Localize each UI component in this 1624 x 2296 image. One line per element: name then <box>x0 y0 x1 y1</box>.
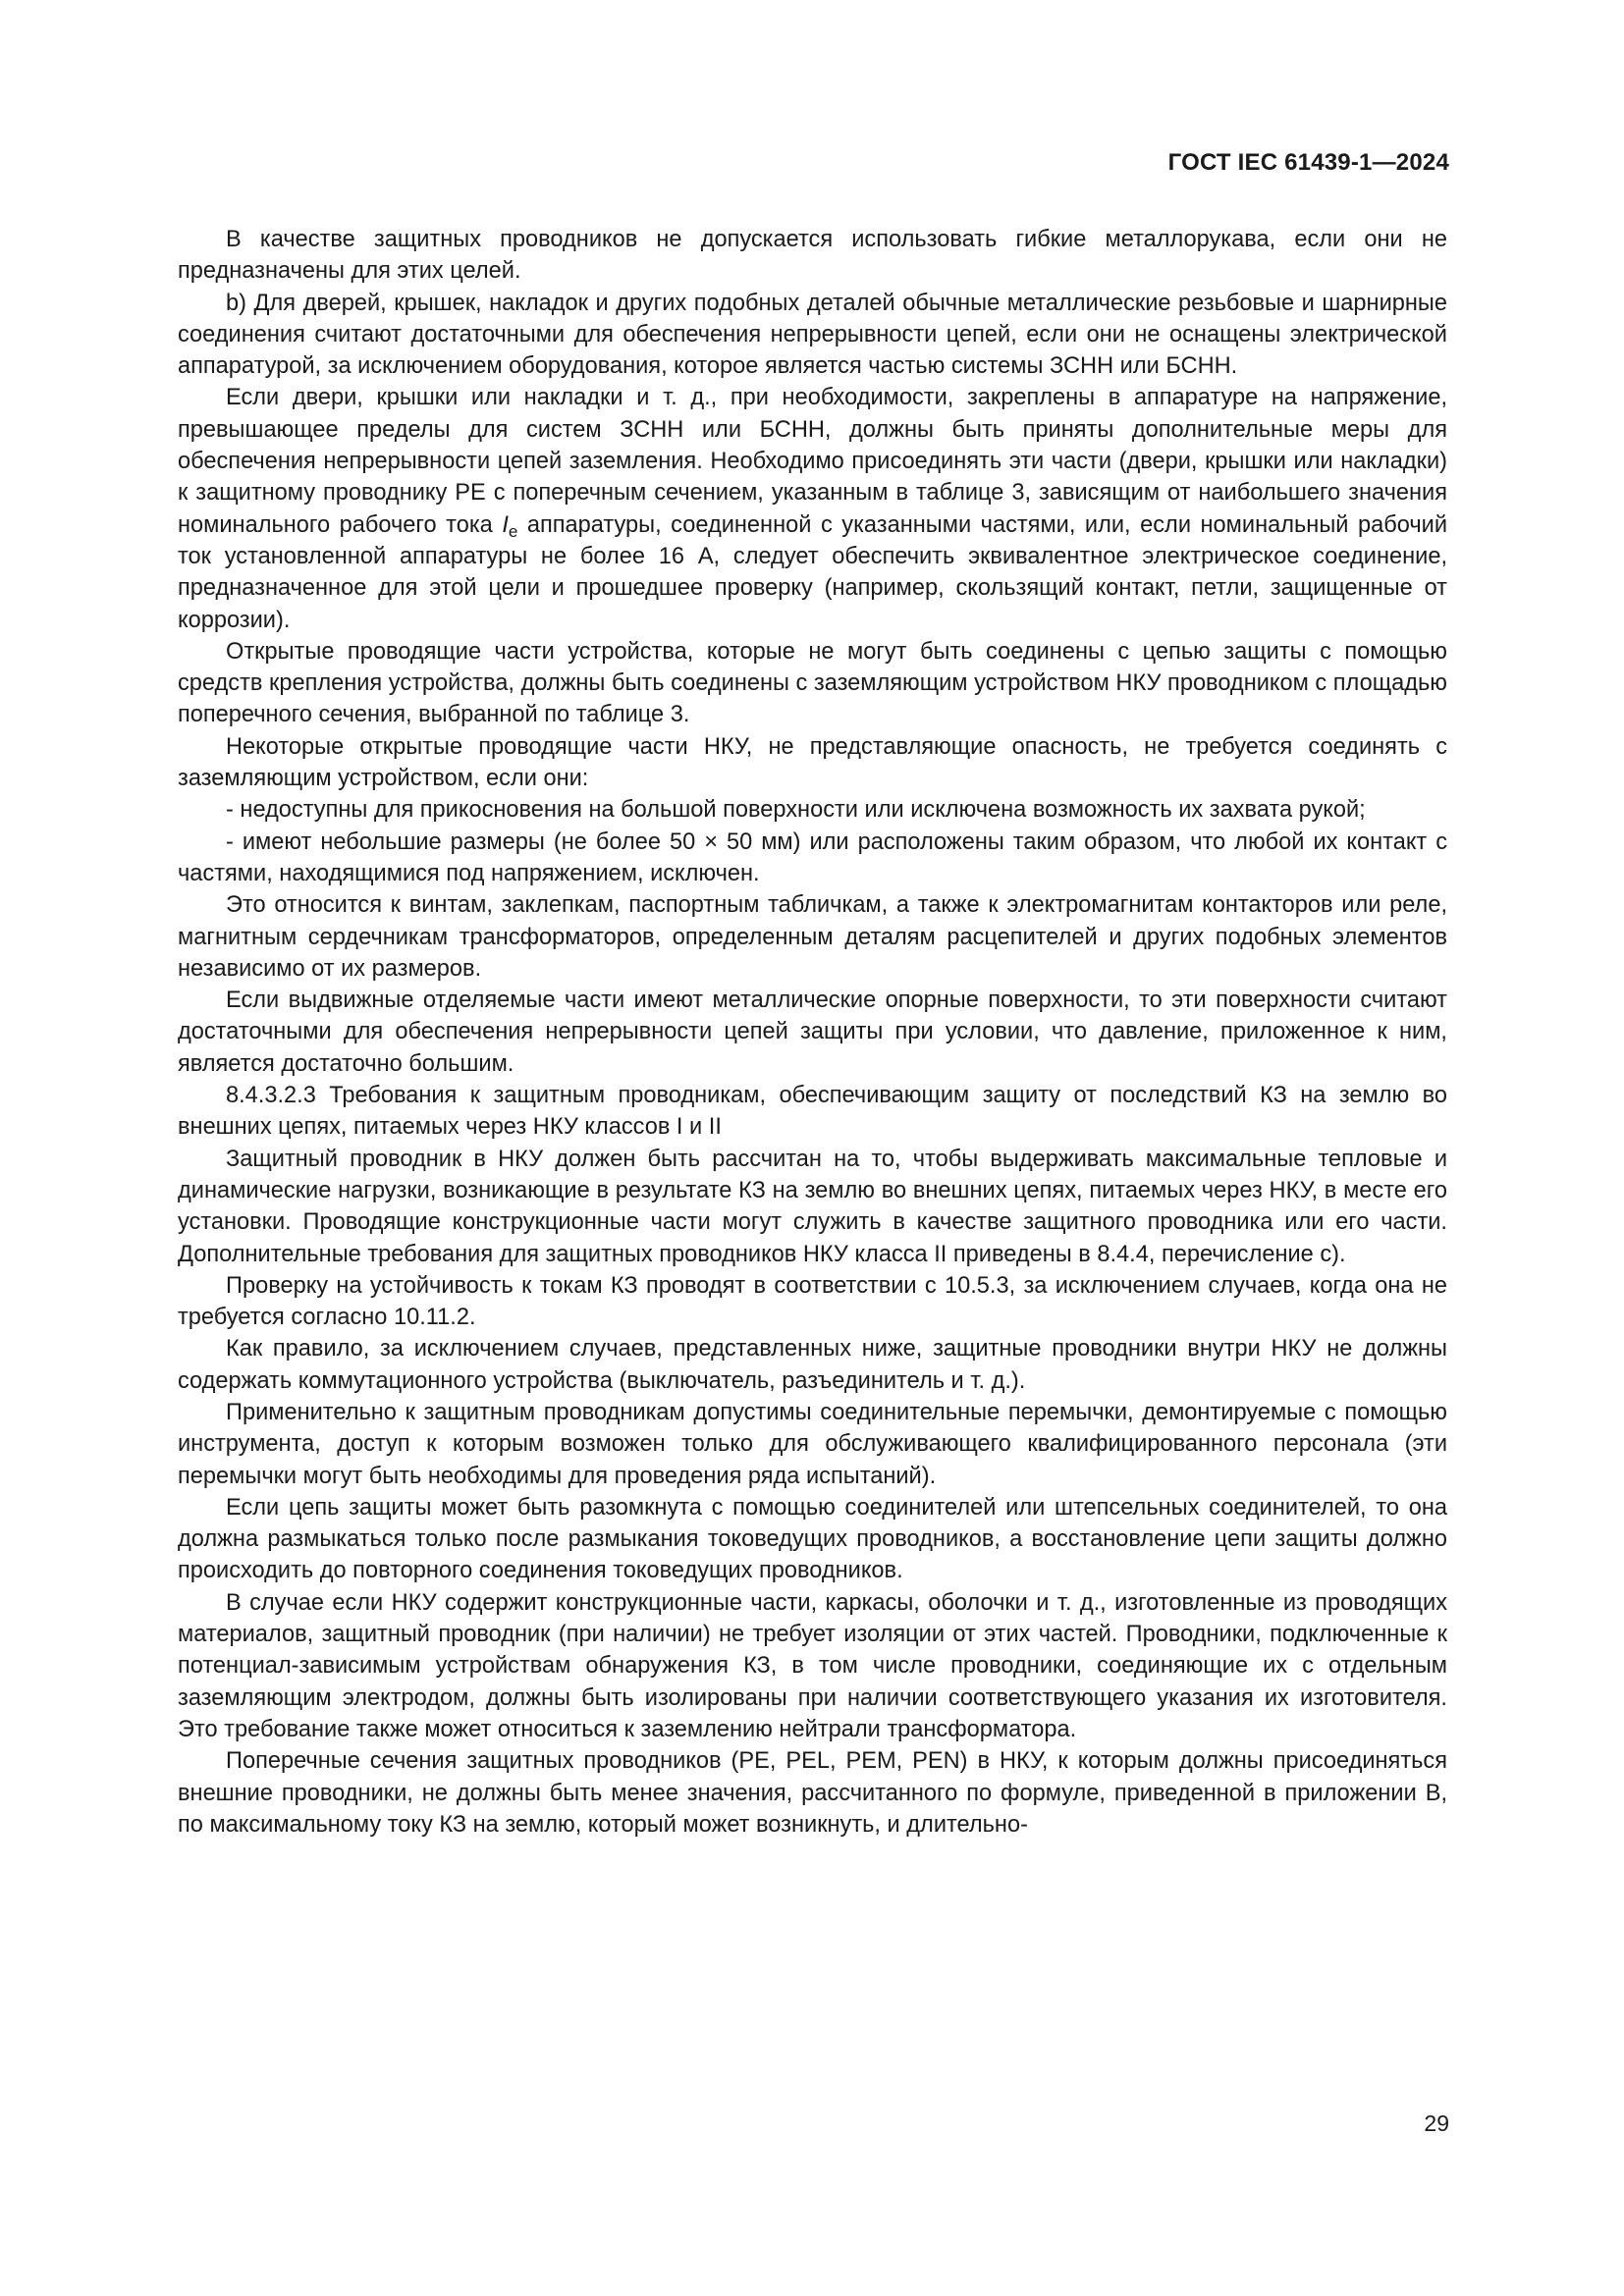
paragraph-structural-parts: В случае если НКУ содержит конструкционные части, каркасы, оболочки и т. д., изготовленные из проводящих материалов, защитный проводник (при наличии) не требует изоляции от этих частей. Проводники, подключенные к потенциал-зависимым устройствам обнаружения КЗ, в том числе проводники, соединяющие их с отдельным заземляющим электродом, должны быть изолированы при наличии соответствующего указания их изготовителя. Это требование также может относиться к заземлению нейтрали трансформатора. <box>178 1589 1447 1742</box>
paragraph-doors-voltage-text-1: Если двери, крышки или накладки и т. д., при необходимости, закреплены в аппаратуре на напряжение, превышающее пределы для систем ЗСНН или БСНН, должны быть приняты дополнительные меры для обеспечения непрерывности цепей заземления. Необходимо присоединять эти части (двери, крышки или накладки) к защитному проводнику PE с поперечным сечением, указанным в таблице 3, зависящим от наибольшего значения номинального рабочего тока <box>178 385 1447 538</box>
page-number: 29 <box>1424 2110 1449 2136</box>
list-item-inaccessible: - недоступны для прикосновения на большой поверхности или исключена возможность их захвата рукой; <box>226 797 1366 824</box>
list-item-small-size: - имеют небольшие размеры (не более 50 × 50 мм) или расположены таким образом, что любой их контакт с частями, находящимися под напряжением, исключен. <box>178 828 1447 886</box>
document-body <box>178 224 1447 1841</box>
paragraph-doors-voltage <box>178 382 1447 635</box>
paragraph-screws-rivets: Это относится к винтам, заклепкам, паспортным табличкам, а также к электромагнитам контакторов или реле, магнитным сердечникам трансформаторов, определенным деталям расцепителей и других подобных элементов независимо от их размеров. <box>178 892 1447 982</box>
paragraph-exposed-parts: Открытые проводящие части устройства, которые не могут быть соединены с цепью защиты с помощью средств крепления устройства, должны быть соединены с заземляющим устройством НКУ проводником с площадью поперечного сечения, выбранной по таблице 3. <box>178 638 1447 728</box>
paragraph-circuit-opening: Если цепь защиты может быть разомкнута с помощью соединителей или штепсельных соединителей, то она должна размыкаться только после размыкания токоведущих проводников, а восстановление цепи защиты должно происходить до повторного соединения токоведущих проводников. <box>178 1494 1447 1584</box>
paragraph-withdrawable-parts: Если выдвижные отделяемые части имеют металлические опорные поверхности, то эти поверхности считают достаточными для обеспечения непрерывности цепей защиты при условии, что давление, приложенное к ним, является достаточно большим. <box>178 988 1447 1077</box>
paragraph-non-hazardous-parts: Некоторые открытые проводящие части НКУ, не представляющие опасность, не требуется соединять с заземляющим устройством, если они: <box>178 733 1447 792</box>
document-code-header: ГОСТ IEC 61439-1—2024 <box>1167 149 1449 176</box>
paragraph-flexible-conduits: В качестве защитных проводников не допускается использовать гибкие металлорукава, если они не предназначены для этих целей. <box>178 227 1447 285</box>
paragraph-no-switching-device: Как правило, за исключением случаев, представленных ниже, защитные проводники внутри НКУ не должны содержать коммутационного устройства (выключатель, разъединитель и т. д.). <box>178 1336 1447 1394</box>
paragraph-protective-conductor-rating: Защитный проводник в НКУ должен быть рассчитан на то, чтобы выдерживать максимальные тепловые и динамические нагрузки, возникающие в результате КЗ на землю во внешних цепях, питаемых через НКУ, в месте его установки. Проводящие конструкционные части могут служить в качестве защитного проводника или его части. Дополнительные требования для защитных проводников НКУ класса II приведены в 8.4.4, перечисление с). <box>178 1146 1447 1267</box>
paragraph-short-circuit-check: Проверку на устойчивость к токам КЗ проводят в соответствии с 10.5.3, за исключением случаев, когда она не требуется согласно 10.11.2. <box>178 1272 1447 1331</box>
current-symbol: I <box>502 511 509 538</box>
paragraph-doors-voltage-text-2: аппаратуры, соединенной с указанными частями, или, если номинальный рабочий ток установленной аппаратуры не более 16 А, следует обеспечить эквивалентное электрическое соединение, предназначенное для этой цели и прошедшее проверку (например, скользящий контакт, петли, защищенные от коррозии). <box>178 511 1447 633</box>
section-heading-8-4-3-2-3: 8.4.3.2.3 Требования к защитным проводникам, обеспечивающим защиту от последствий КЗ на землю во внешних цепях, питаемых через НКУ классов I и II <box>178 1083 1447 1141</box>
paragraph-item-b-doors: b) Для дверей, крышек, накладок и других подобных деталей обычные металлические резьбовые и шарнирные соединения считают достаточными для обеспечения непрерывности цепей, если они не оснащены электрической аппаратурой, за исключением оборудования, которое является частью системы ЗСНН или БСНН. <box>178 290 1447 380</box>
current-subscript: e <box>508 521 518 541</box>
paragraph-cross-sections: Поперечные сечения защитных проводников (PE, PEL, PEM, PEN) в НКУ, к которым должны присоединяться внешние проводники, не должны быть менее значения, рассчитанного по формуле, приведенной в приложении В, по максимальному току КЗ на землю, который может возникнуть, и длительно- <box>178 1748 1447 1838</box>
paragraph-removable-links: Применительно к защитным проводникам допустимы соединительные перемычки, демонтируемые с помощью инструмента, доступ к которым возможен только для обслуживающего квалифицированного персонала (эти перемычки могут быть необходимы для проведения ряда испытаний). <box>178 1399 1447 1489</box>
